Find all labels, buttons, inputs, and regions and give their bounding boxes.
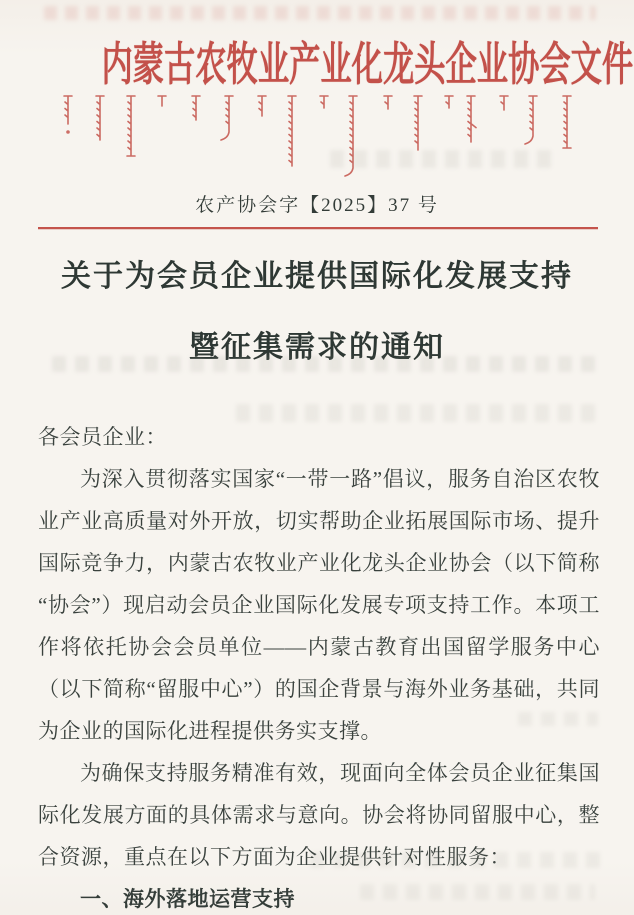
document-body [38, 416, 600, 915]
section-heading: 一、海外落地运营支持 [80, 887, 295, 911]
red-divider [38, 227, 598, 229]
mongolian-script-icon [0, 94, 634, 178]
salutation: 各会员企业： [38, 425, 167, 449]
doc-number: 农产协会字【2025】37 号 [195, 195, 439, 216]
body-paragraph-1: 为深入贯彻落实国家“一带一路”倡议，服务自治区农牧业产业高质量对外开放，切实帮助企业拓展国际市场、提升国际竞争力，内蒙古农牧业产业化龙头企业协会（以下简称“协会”）现启动会员企业国际化发展专项支持工作。本项工作将依托协会会员单位——内蒙古教育出国留学服务中心（以下简称“留服中心”）的国企背景与海外业务基础，共同为企业的国际化进程提供务实支撑。 [38, 467, 600, 743]
doc-title-line1: 关于为会员企业提供国际化发展支持 [61, 260, 573, 293]
doc-title-line2: 暨征集需求的通知 [189, 331, 445, 364]
body-paragraph-2: 为确保支持服务精准有效，现面向全体会员企业征集国际化发展方面的具体需求与意向。协会将协同留服中心，整合资源，重点在以下方面为企业提供针对性服务： [38, 761, 600, 869]
bleed-through-smudge [44, 6, 596, 20]
org-title: 内蒙古农牧业产业化龙头企业协会文件 [101, 39, 634, 90]
